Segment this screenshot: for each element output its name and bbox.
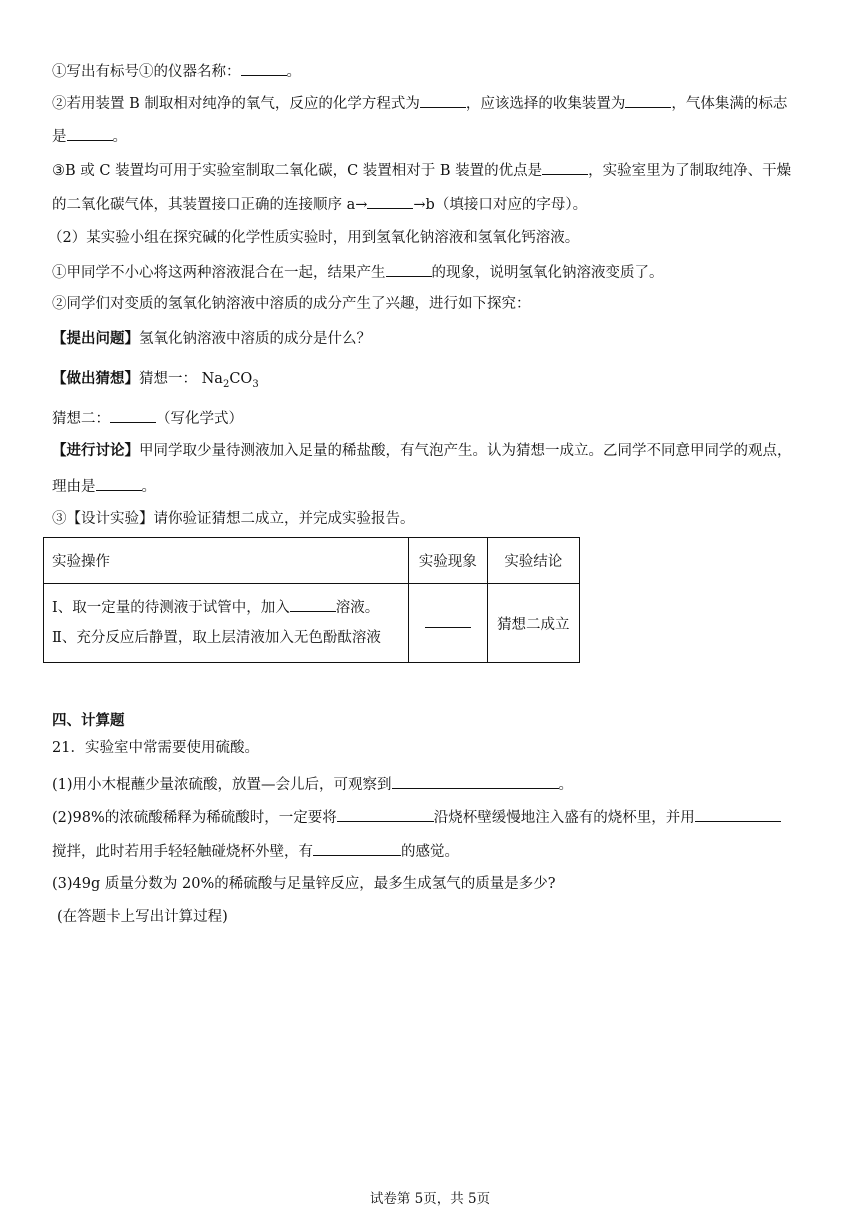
q2-text-e: 。 (112, 129, 127, 145)
q3-blank-order[interactable] (367, 193, 413, 209)
s2q2-line: ②同学们对变质的氢氧化钠溶液中溶质的成分产生了兴趣，进行如下探究： (52, 296, 531, 312)
q21-part1-text: (1)用小木棍蘸少量浓硫酸，放置—会儿后，可观察到 (52, 777, 392, 793)
q21-part2-blank-2[interactable] (695, 806, 781, 822)
design-line (52, 509, 415, 529)
q2-text-a: ②若用装置 B 制取相对纯净的氧气，反应的化学方程式为 (52, 96, 420, 112)
q1-blank[interactable] (241, 60, 287, 76)
operation-cell (44, 584, 409, 663)
q2-blank-full-sign[interactable] (67, 125, 113, 141)
hypothesis-1-label: 猜想一： (139, 371, 197, 387)
hypothesis-2-note: （写化学式） (156, 411, 243, 427)
question-tag: 【提出问题】 (52, 330, 139, 347)
question-line (52, 329, 371, 349)
q3-text-a: ③B 或 C 装置均可用于实验室制取二氧化碳，C 装置相对于 B 装置的优点是 (52, 163, 543, 179)
q3-text-c: 的二氧化碳气体，其装置接口正确的连接顺序 a→ (52, 197, 368, 213)
page-footer: 试卷第 5页，共 5页 (369, 1191, 491, 1207)
table-row (44, 584, 580, 663)
q3-text-b: ，实验室里为了制取纯净、干燥 (588, 163, 792, 179)
hypothesis-1-line (52, 369, 259, 395)
q21-part2-text-c: 搅拌，此时若用手轻轻触碰烧杯外壁，有 (52, 844, 313, 860)
q21-part3-note: (在答题卡上写出计算过程) (57, 909, 228, 925)
hypothesis-2-label: 猜想二： (52, 411, 110, 427)
discussion-line1 (52, 441, 792, 461)
design-text: 请你验证猜想二成立，并完成实验报告。 (153, 511, 415, 527)
q2-line1 (52, 92, 787, 114)
hypothesis-tag: 【做出猜想】 (52, 370, 139, 387)
s2q1-text-a: ①甲同学不小心将这两种溶液混合在一起，结果产生 (52, 265, 386, 281)
s2q1-line (52, 261, 664, 283)
q21-part2-blank-1[interactable] (337, 806, 434, 822)
q1-line (52, 60, 301, 82)
table-header-row (44, 538, 580, 584)
discussion-line2 (52, 475, 156, 497)
discussion-end: 。 (141, 479, 156, 495)
header-phenomenon: 实验现象 (408, 538, 487, 584)
header-operation: 实验操作 (44, 538, 409, 584)
q3-line2 (52, 193, 587, 215)
discussion-reason-label: 理由是 (52, 479, 96, 495)
q21-part1-blank[interactable] (392, 773, 559, 789)
hypothesis-2-blank[interactable] (110, 407, 156, 423)
section-2-intro: （2）某实验小组在探究碱的化学性质实验时，用到氢氧化钠溶液和氢氧化钙溶液。 (48, 230, 580, 246)
q21-part2-text-d: 的感觉。 (401, 844, 459, 860)
design-tag: ③【设计实验】 (52, 511, 154, 527)
q1-end: 。 (286, 64, 301, 80)
question-text: 氢氧化钠溶液中溶质的成分是什么？ (139, 331, 371, 347)
discussion-blank[interactable] (96, 475, 142, 491)
q3-line1 (52, 159, 791, 181)
operation-step-1: Ⅰ、取一定量的待测液于试管中，加入 溶液。 (52, 593, 400, 623)
q1-text: ①写出有标号①的仪器名称： (52, 64, 241, 80)
operation-blank[interactable] (290, 596, 336, 612)
q2-text-b: ，应该选择的收集装置为 (465, 96, 626, 112)
conclusion-cell: 猜想二成立 (487, 584, 579, 663)
discussion-tag: 【进行讨论】 (52, 442, 139, 459)
experiment-report-table (43, 537, 580, 663)
q21-part1 (52, 773, 573, 795)
q2-line2 (52, 125, 127, 147)
phenomenon-cell (408, 584, 487, 663)
s2q1-blank[interactable] (386, 261, 432, 277)
s2q1-text-b: 的现象，说明氢氧化钠溶液变质了。 (431, 265, 664, 281)
q21-part2-line2 (52, 840, 459, 862)
discussion-text: 甲同学取少量待测液加入足量的稀盐酸，有气泡产生。认为猜想一成立。乙同学不同意甲同学的观点， (139, 443, 792, 459)
section-4-heading: 四、计算题 (52, 712, 125, 729)
phenomenon-blank[interactable] (425, 615, 471, 628)
hypothesis-2-line (52, 407, 243, 429)
q2-text-d: 是 (52, 129, 67, 145)
operation-step-2: Ⅱ、充分反应后静置，取上层清液加入无色酚酞溶液 (52, 630, 381, 646)
q21-part2-text-a: (2)98%的浓硫酸稀释为稀硫酸时，一定要将 (52, 810, 337, 826)
q21-part2-line1 (52, 806, 781, 828)
hypothesis-1-formula: $Na_2CO_3$ (201, 371, 259, 390)
q21-part2-blank-3[interactable] (313, 840, 401, 856)
q21-part3: (3)49g 质量分数为 20%的稀硫酸与足量锌反应，最多生成氢气的质量是多少? (52, 876, 556, 892)
q2-text-c: ，气体集满的标志 (671, 96, 788, 112)
q2-blank-equation[interactable] (420, 92, 466, 108)
header-conclusion: 实验结论 (487, 538, 579, 584)
q21-stem: 21．实验室中常需要使用硫酸。 (52, 740, 259, 756)
q21-part2-text-b: 沿烧杯壁缓慢地注入盛有的烧杯里，并用 (433, 810, 695, 826)
q3-blank-advantage[interactable] (542, 159, 588, 175)
q3-text-d: →b（填接口对应的字母）。 (413, 197, 588, 213)
q21-part1-end: 。 (558, 777, 574, 793)
q2-blank-collector[interactable] (625, 92, 671, 108)
